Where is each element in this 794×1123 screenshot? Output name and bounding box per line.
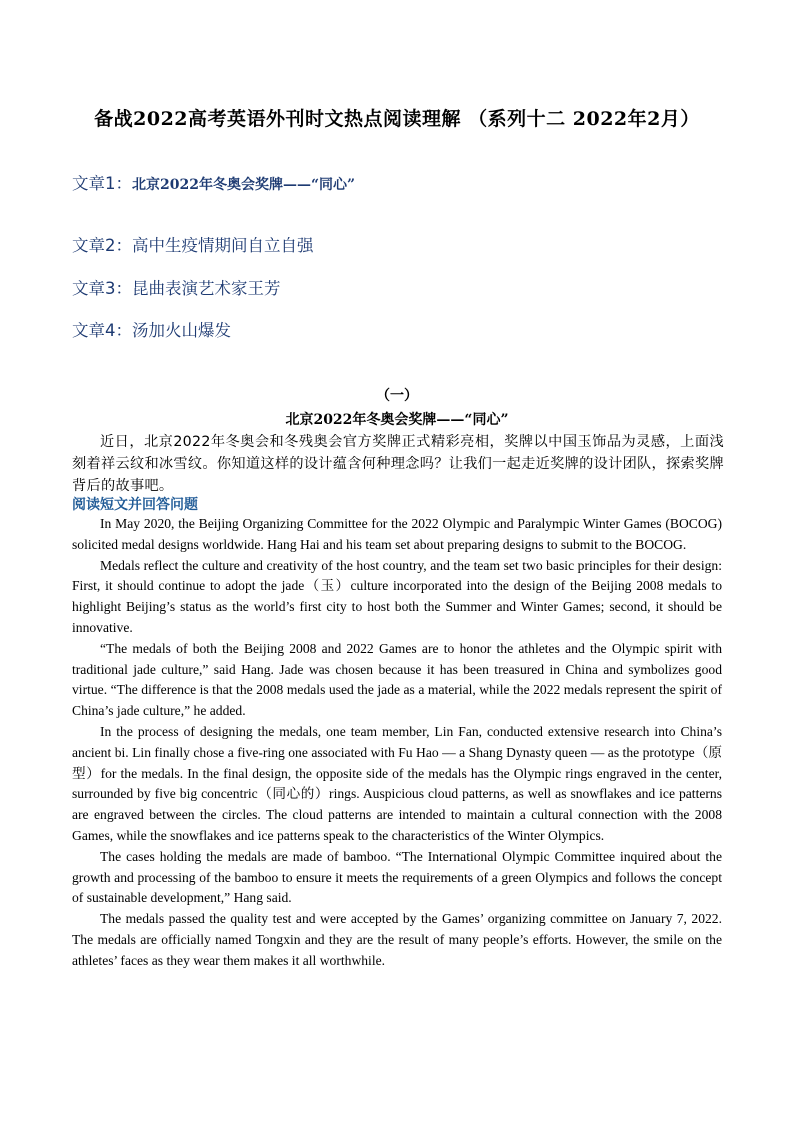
toc-item-number: 文章2：	[72, 236, 132, 255]
passage-paragraph: Medals reflect the culture and creativity of the host country, and the team set two basic principles for their design: First, it should continue to adopt the jade（玉）culture incorporated into the design of the Beijing 2008 medals to highlight Beijing’s status as the world’s first city to host both the Summer and Winter Games; second, it should be innovative.	[72, 557, 722, 635]
reading-passage	[72, 514, 722, 972]
toc-item-article-2	[72, 232, 314, 256]
toc-item-number: 文章4：	[72, 321, 132, 340]
toc-item-article-1	[72, 170, 355, 194]
toc-item-article-4	[72, 317, 231, 341]
toc-item-title: 昆曲表演艺术家王芳	[132, 279, 281, 298]
toc-item-article-3	[72, 275, 281, 299]
section-title: 北京2022年冬奥会奖牌——“同心”	[285, 412, 509, 428]
toc-item-number: 文章1：	[72, 174, 132, 193]
passage-paragraph: In May 2020, the Beijing Organizing Committee for the 2022 Olympic and Paralympic Winter Games (BOCOG) solicited medal designs worldwide. Hang Hai and his team set about preparing designs to submit to the BOCOG.	[72, 516, 722, 552]
document-title: 备战2022高考英语外刊时文热点阅读理解 （系列十二 2022年2月）	[94, 108, 700, 130]
toc-item-number: 文章3：	[72, 279, 132, 298]
passage-paragraph: “The medals of both the Beijing 2008 and 2022 Games are to honor the athletes and the Olympic spirit with traditional jade culture,” said Hang. Jade was chosen because it has been treasured in China and symbolizes good virtue. “The difference is that the 2008 medals used the jade as a material, while the 2022 medals represent the spirit of China’s jade culture,” he added.	[72, 640, 722, 719]
reading-instruction: 阅读短文并回答问题	[72, 497, 198, 513]
section-number: （一）	[376, 388, 418, 404]
toc-item-title: 北京2022年冬奥会奖牌——“同心”	[132, 177, 356, 193]
toc-item-title: 汤加火山爆发	[132, 321, 231, 340]
passage-paragraph: The medals passed the quality test and were accepted by the Games’ organizing committee on January 7, 2022. The medals are officially named Tongxin and they are the result of many people’s efforts. However, the smile on the athletes’ faces as they wear them makes it all worthwhile.	[72, 911, 722, 968]
passage-paragraph: The cases holding the medals are made of bamboo. “The International Olympic Committee inquired about the growth and processing of the bamboo to ensure it meets the requirements of a green Olympics and follows the concept of sustainable development,” Hang said.	[72, 848, 722, 906]
toc-item-title: 高中生疫情期间自立自强	[132, 236, 314, 255]
section-intro: 近日，北京2022年冬奥会和冬残奥会官方奖牌正式精彩亮相，奖牌以中国玉饰品为灵感，上面浅刻着祥云纹和冰雪纹。你知道这样的设计蕴含何种理念吗？让我们一起走近奖牌的设计团队，探索奖牌背后的故事吧。	[72, 434, 724, 494]
passage-paragraph: In the process of designing the medals, one team member, Lin Fan, conducted extensive research into China’s ancient bi. Lin finally chose a five-ring one associated with Fu Hao — a Shang Dynasty queen — as the prototype（原型）for the medals. In the final design, the opposite side of the medals has the Olympic rings engraved in the center, surrounded by five big concentric（同心的）rings. Auspicious cloud patterns, as well as snowflakes and ice patterns are engraved between the circles. The cloud patterns are intended to maintain a cultural connection with the 2008 Games, while the snowflakes and ice patterns speak to the characteristics of the Winter Olympics.	[72, 723, 722, 843]
